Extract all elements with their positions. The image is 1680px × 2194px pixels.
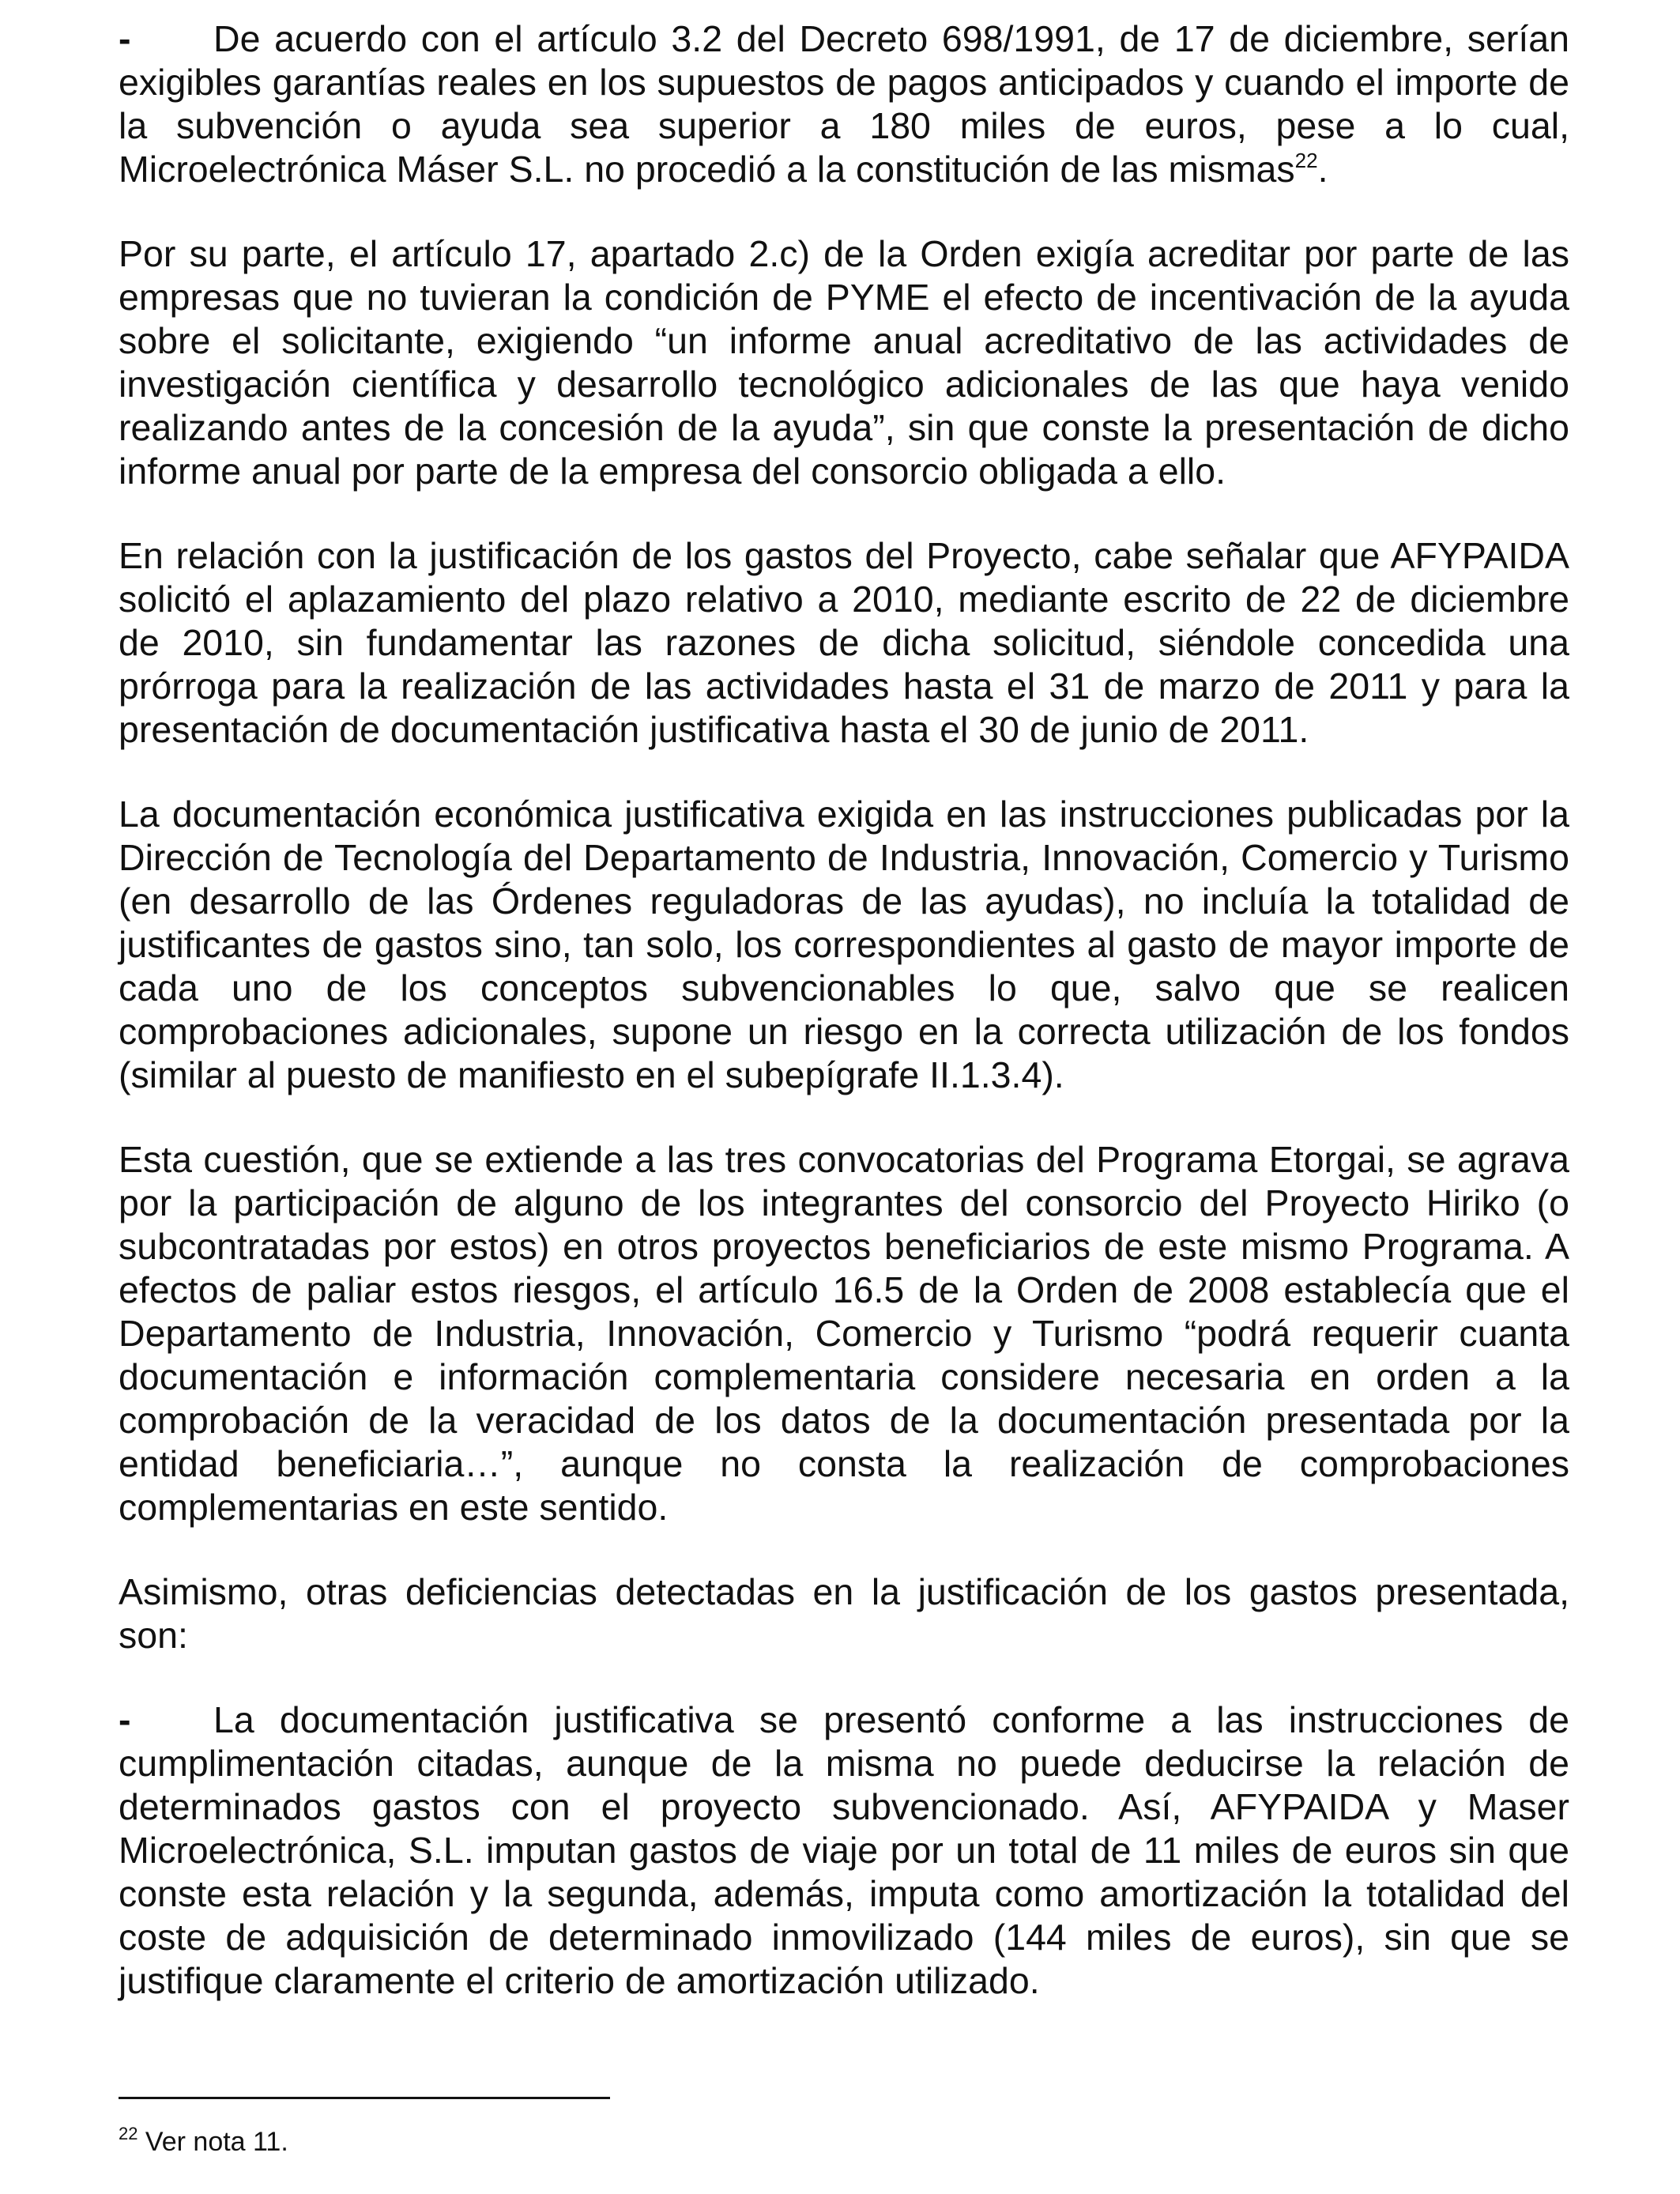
paragraph-justificacion-gastos: En relación con la justificación de los gastos del Proyecto, cabe señalar que AFYPAIDA solicitó el aplazamiento del plazo relativo a 2010, mediante escrito de 22 de diciembre de 2010, sin fundamentar las razones de dicha solicitud, siéndole concedida una prórroga para la realización de las actividades hasta el 31 de marzo de 2011 y para la presentación de documentación justificativa hasta el 30 de junio de 2011.	[119, 535, 1569, 750]
footnote-text: Ver nota 11.	[137, 2127, 288, 2157]
paragraph-articulo-17: Por su parte, el artículo 17, apartado 2.c) de la Orden exigía acreditar por parte de las empresas que no tuvieran la condición de PYME el efecto de incentivación de la ayuda sobre el solicitante, exigiendo “un informe anual acreditativo de las actividades de investigación científica y desarrollo tecnológico adicionales de las que haya venido realizando antes de la concesión de la ayuda”, sin que conste la presentación de dicho informe anual por parte de la empresa del consorcio obligada a ello.	[119, 233, 1569, 492]
paragraph-bullet-documentacion	[119, 1698, 1569, 2003]
footnote-reference: 22	[1294, 149, 1318, 172]
paragraph-documentacion-economica: La documentación económica justificativa exigida en las instrucciones publicadas por la Dirección de Tecnología del Departamento de Industria, Innovación, Comercio y Turismo (en desarrollo de las Órdenes reguladoras de las ayudas), no incluía la totalidad de justificantes de gastos sino, tan solo, los correspondientes al gasto de mayor importe de cada uno de los conceptos subvencionables lo que, salvo que se realicen comprobaciones adicionales, supone un riesgo en la correcta utilización de los fondos (similar al puesto de manifiesto en el subepígrafe II.1.3.4).	[119, 794, 1569, 1095]
paragraph-text: La documentación justificativa se presentó conforme a las instrucciones de cumplimentación citadas, aunque de la misma no puede deducirse la relación de determinados gastos con el proyecto subvencionado. Así, AFYPAIDA y Maser Microelectrónica, S.L. imputan gastos de viaje por un total de 11 miles de euros sin que conste esta relación y la segunda, además, imputa como amortización la totalidad del coste de adquisición de determinado inmovilizado (144 miles de euros), sin que se justifique claramente el criterio de amortización utilizado.	[119, 1699, 1569, 2001]
paragraph-text: De acuerdo con el artículo 3.2 del Decreto 698/1991, de 17 de diciembre, serían exigibles garantías reales en los supuestos de pagos anticipados y cuando el importe de la subvención o ayuda sea superior a 180 miles de euros, pese a lo cual, Microelectrónica Máser S.L. no procedió a la constitución de las mismas	[119, 18, 1569, 190]
footnote	[119, 2126, 288, 2158]
paragraph-bullet-garantias	[119, 17, 1569, 191]
document-body	[119, 17, 1569, 2044]
footnote-number: 22	[119, 2124, 138, 2143]
footnote-separator	[119, 2097, 610, 2099]
bullet-dash: -	[119, 18, 131, 59]
bullet-dash: -	[119, 1699, 131, 1740]
paragraph-text-end: .	[1317, 149, 1328, 190]
paragraph-programa-etorgai: Esta cuestión, que se extiende a las tres convocatorias del Programa Etorgai, se agrava por la participación de alguno de los integrantes del consorcio del Proyecto Hiriko (o subcontratadas por estos) en otros proyectos beneficiarios de este mismo Programa. A efectos de paliar estos riesgos, el artículo 16.5 de la Orden de 2008 establecía que el Departamento de Industria, Innovación, Comercio y Turismo “podrá requerir cuanta documentación e información complementaria considere necesaria en orden a la comprobación de la veracidad de los datos de la documentación presentada por la entidad beneficiaria…”, aunque no consta la realización de comprobaciones complementarias en este sentido.	[119, 1139, 1569, 1528]
paragraph-otras-deficiencias: Asimismo, otras deficiencias detectadas en la justificación de los gastos presentada, son:	[119, 1571, 1569, 1656]
